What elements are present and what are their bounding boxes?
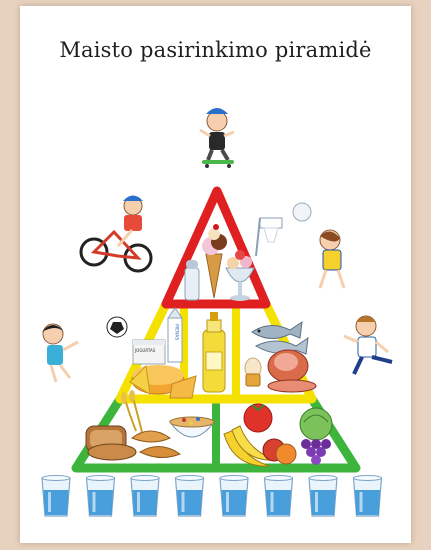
- cyclist-icon: [81, 196, 151, 272]
- water-glass-icon: [42, 476, 70, 517]
- yogurt-label: JOGURTAS: [135, 348, 156, 353]
- water-glass-icon: [87, 476, 115, 517]
- basketball-girl-icon: [256, 203, 344, 288]
- yogurt-icon: [133, 340, 165, 364]
- tomato-icon: [244, 404, 272, 432]
- water-glass-icon: [220, 476, 248, 517]
- milk-carton-label: PIENAS: [173, 324, 179, 341]
- water-glasses: [42, 476, 382, 517]
- ham-icon: [268, 350, 316, 392]
- egg-icon: [245, 358, 261, 386]
- cabbage-icon: [300, 408, 332, 440]
- football-girl-icon: [42, 317, 127, 382]
- running-boy-icon: [344, 316, 392, 374]
- skateboarder-icon: [200, 108, 234, 168]
- page-title: Maisto pasirinkimo piramidė: [59, 38, 372, 62]
- food-pyramid-illustration: [20, 6, 411, 543]
- water-glass-icon: [176, 476, 204, 517]
- water-glass-icon: [265, 476, 293, 517]
- water-glass-icon: [354, 476, 382, 517]
- page-sheet: [20, 6, 411, 543]
- water-glass-icon: [309, 476, 337, 517]
- salt-shaker-icon: [185, 260, 199, 300]
- milk-carton-icon: [168, 308, 182, 362]
- water-glass-icon: [131, 476, 159, 517]
